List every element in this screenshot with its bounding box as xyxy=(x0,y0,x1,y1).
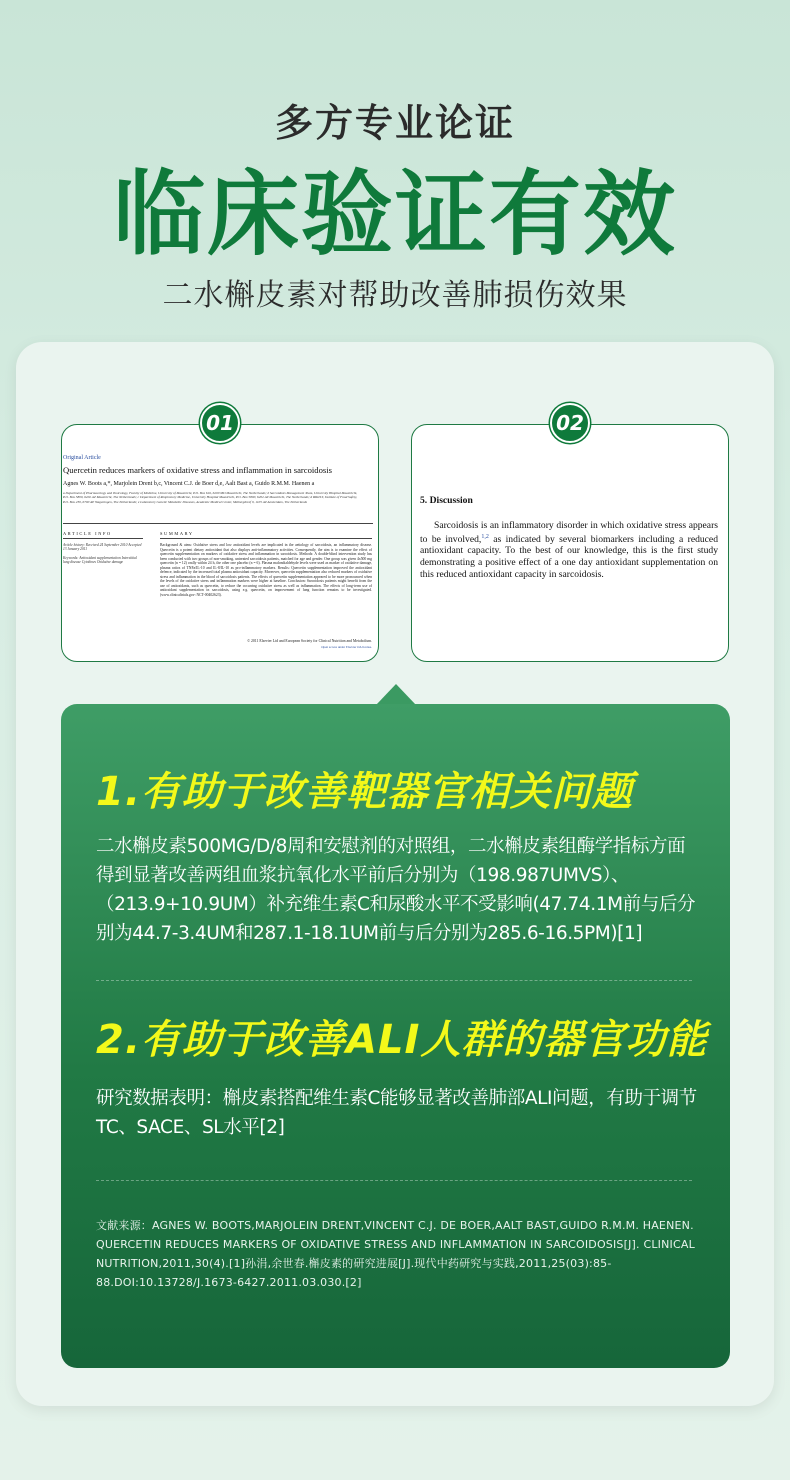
paper-rule xyxy=(160,538,372,539)
paper-affiliations: a Department of Pharmacology and Toxicology, Faculty of Medicine, University of Maastricht, P.O. Box 616, 6200 MD Maastricht, The Netherlands; b Sarcoidosis Management Team, University Hospital Maastricht, P.O. Box 5800, 6202 AZ Maastricht, The Netherlands; c Department of Respiratory Medicine, University Hospital Maastricht, P.O. Box 5800, 6202 AZ Maastricht, The Netherlands; d RIKILT, Institute of Food Safety, P.O. Box 230, 6700 AE Wageningen, The Netherlands; e Laboratory Genetic Metabolic Diseases, Academic Medical Center, Meibergdreef 9, 1105 AZ Amsterdam, The Netherlands xyxy=(63,491,358,504)
discussion-text xyxy=(420,520,718,580)
paper-authors: Agnes W. Boots a,*, Marjolein Drent b,c, Vincent C.J. de Boer d,e, Aalt Bast a, Guido R.M.M. Haenen a xyxy=(63,481,315,487)
paper-copyright: © 2011 Elsevier Ltd and European Society for Clinical Nutrition and Metabolism. xyxy=(247,639,372,643)
references: 文献来源：AGNES W. BOOTS,MARJOLEIN DRENT,VINCENT C.J. DE BOER,AALT BAST,GUIDO R.M.M. HAENEN. QUERCETIN REDUCES MARKERS OF OXIDATIVE STRESS AND INFLAMMATION IN SARCOIDOSIS[J]. CLINICAL NUTRITION,2011,30(4).[1]孙涓,余世春.槲皮素的研究进展[J].现代中药研究与实践,2011,25(03):85-88.DOI:10.13728/J.1673-6427.2011.03.030.[2] xyxy=(96,1219,695,1289)
paper-open-access: Open access under Elsevier OA license. xyxy=(321,645,372,649)
summary-heading: SUMMARY xyxy=(160,531,194,536)
point-1-text: 二水槲皮素500MG/D/8周和安慰剂的对照组，二水槲皮素组酶学指标方面得到显著改善两组血浆抗氧化水平前后分别为（198.987UMVS）、（213.9+10.9UM）补充维生素C和尿酸水平不受影响(47.74.1M前与后分别为44.7-3.4UM和287.1-18.1UM前与后分别为285.6-16.5PM)[1] xyxy=(96,836,696,944)
paper-summary: Background & aims: Oxidative stress and low antioxidant levels are implicated in the aetiology of sarcoidosis, an inflammatory disease. Quercetin is a potent dietary antioxidant that also displays anti-inflammatory activities. Consequently, the aim is to examine the effect of quercetin supplementation on markers of oxidative stress and inflammation in sarcoidosis. Methods: A double-blind intervention study has been conducted with two groups of non-smoking, untreated sarcoidosis patients, matched for age and gender. One group was given 4x500 mg quercetin (n = 12) orally within 24 h, the other one placebo (n = 6). Plasma malondialdehyde levels were used as marker of oxidative damage, plasma ratios of TNFa/IL-10 and IL-8/IL-10 as pro-inflammatory markers. Results: Quercetin supplementation improved the antioxidant defence, indicated by the increased total plasma antioxidant capacity. Moreover, quercetin supplementation also reduced markers of oxidative stress and inflammation in the blood of sarcoidosis patients. The effects of quercetin supplementation appeared to be more pronounced when the levels of the oxidative stress and inflammation markers were higher at baseline. Conclusion: Sarcoidosis patients might benefit from the use of antioxidants, such as quercetin, to reduce the occurring oxidative stress as well as inflammation. The effects of long-term use of antioxidant supplementation in sarcoidosis, using e.g. quercetin, on improvement of lung function remains to be investigated. (www.clinicaltrials.gov: NCT-00402623). xyxy=(160,543,372,597)
paper-article-type: Original Article xyxy=(63,455,101,461)
subheadline: 二水槲皮素对帮助改善肺损伤效果 xyxy=(162,278,628,313)
paper-rule xyxy=(63,523,373,524)
citation-marker: 1,2 xyxy=(481,533,489,540)
pointer-arrow xyxy=(376,684,416,705)
paper-rule xyxy=(63,538,143,539)
dashed-divider xyxy=(96,980,692,981)
article-keywords: Keywords: Antioxidant supplementation Interstitial lung disease Cytokines Oxidative damage xyxy=(63,555,137,565)
eyebrow-heading: 多方专业论证 xyxy=(274,101,515,145)
discussion-text-part-1: Sarcoidosis is an inflammatory disorder in which oxidative stress appears to be involved, xyxy=(420,520,718,545)
article-history: Article history: Received 24 September 2010 Accepted 13 January 2011 xyxy=(63,543,142,552)
paper-title: Quercetin reduces markers of oxidative stress and inflammation in sarcoidosis xyxy=(63,465,332,475)
article-info xyxy=(63,543,143,565)
discussion-heading: 5. Discussion xyxy=(420,495,473,506)
number-badge-02: 02 xyxy=(550,403,590,443)
paper-excerpt-card-1 xyxy=(61,424,379,662)
point-2-title: 2.有助于改善ALI人群的器官功能 xyxy=(96,1017,708,1063)
point-1-title: 1.有助于改善靶器官相关问题 xyxy=(96,769,634,815)
paper-excerpt-card-2 xyxy=(411,424,729,662)
point-2-text: 研究数据表明：槲皮素搭配维生素C能够显著改善肺部ALI问题，有助于调节TC、SACE、SL水平[2] xyxy=(96,1088,697,1138)
discussion-text-part-2: as indicated by several biomarkers including a reduced antioxidant capacity. To the best of our knowledge, this is the first study demonstrating a positive effect of a one day antioxidant supplementation on this reduced antioxidant capacity in sarcoidosis. xyxy=(420,533,718,580)
main-headline: 临床验证有效 xyxy=(112,161,677,268)
article-info-heading: ARTICLE INFO xyxy=(63,531,112,536)
dashed-divider xyxy=(96,1180,692,1181)
number-badge-01: 01 xyxy=(200,403,240,443)
